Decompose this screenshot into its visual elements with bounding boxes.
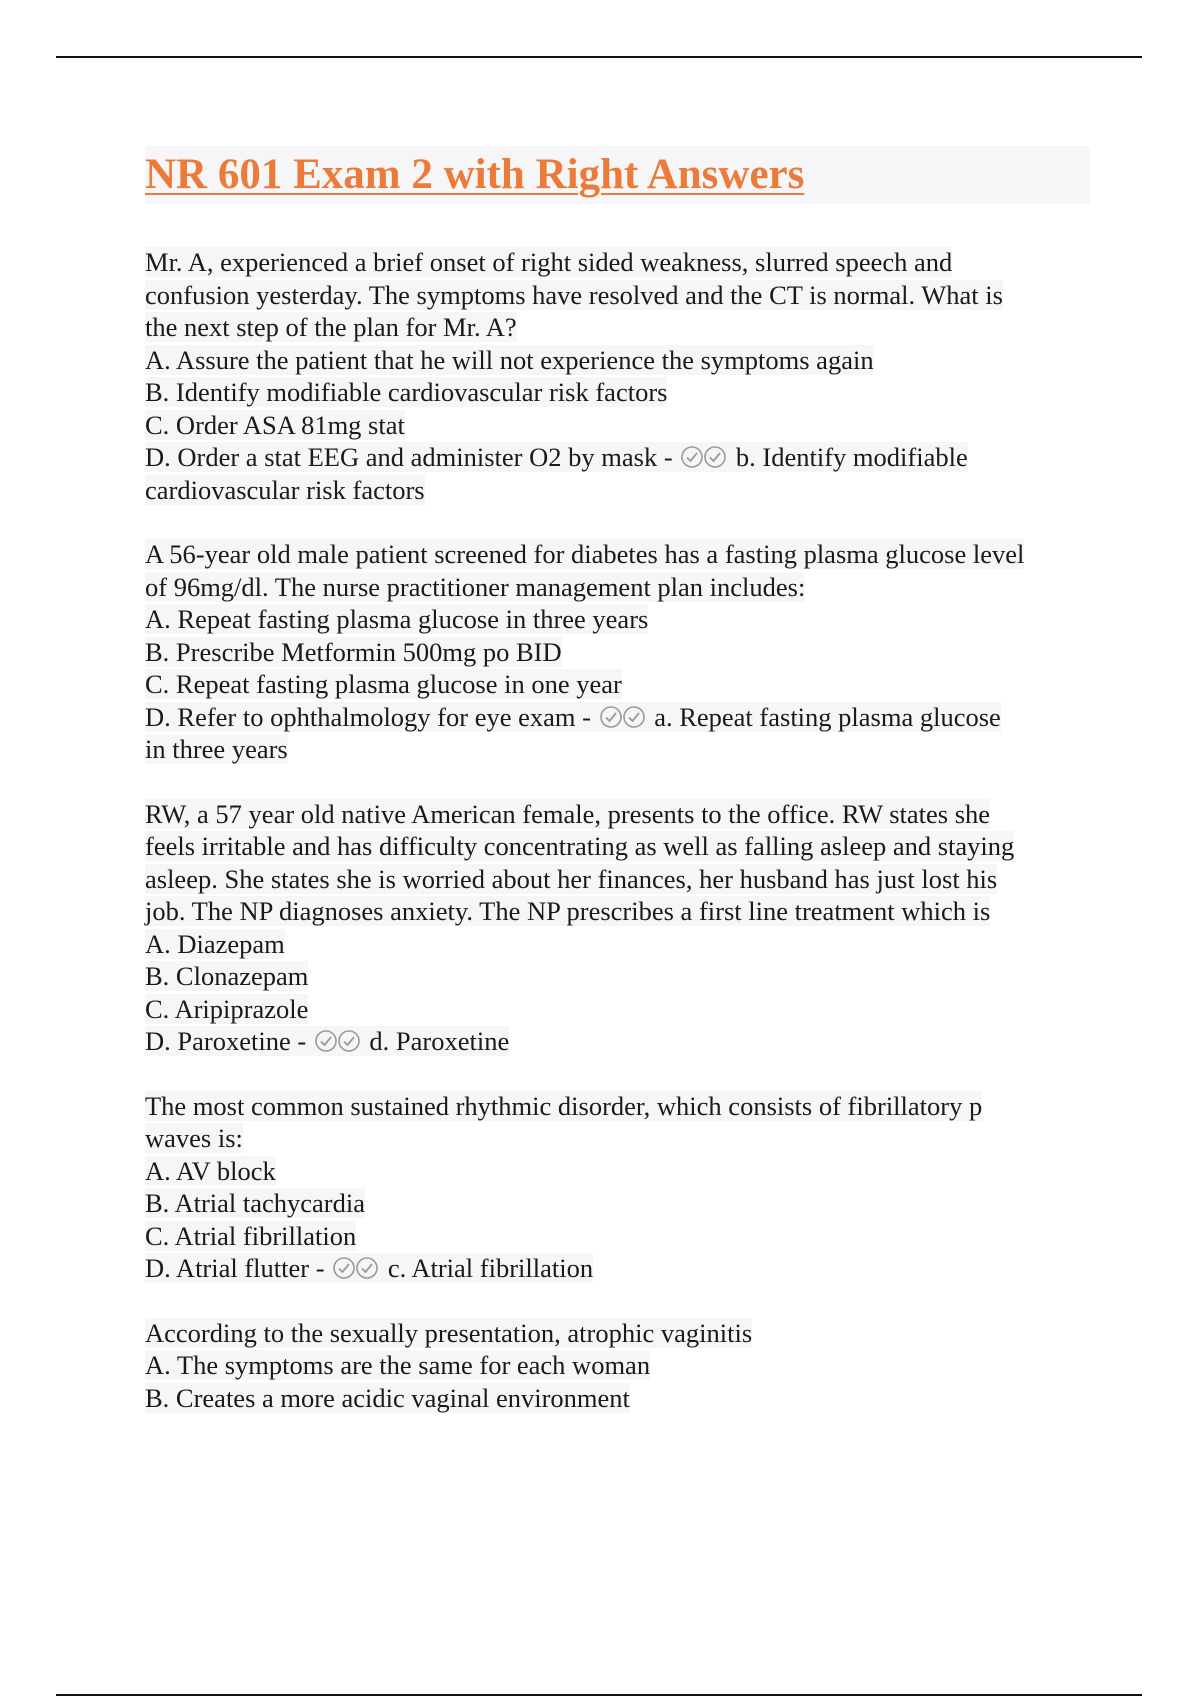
question-3-stem-line-2: feels irritable and has difficulty concentrating as well as falling asleep and staying bbox=[145, 831, 1015, 861]
question-1-answer: b. Identify modifiable bbox=[735, 442, 968, 472]
question-3-option-a: A. Diazepam bbox=[145, 928, 285, 959]
question-4-answer: c. Atrial fibrillation bbox=[387, 1253, 594, 1283]
question-1-stem-line-1: Mr. A, experienced a brief onset of right sided weakness, slurred speech and bbox=[145, 247, 953, 277]
question-4 bbox=[145, 1090, 1090, 1285]
double-check-circle-icon bbox=[333, 1256, 379, 1280]
question-2-option-d-answer bbox=[145, 701, 1090, 734]
question-3-stem-line-4: job. The NP diagnoses anxiety. The NP prescribes a first line treatment which is bbox=[145, 896, 991, 926]
question-3-stem-line-3: asleep. She states she is worried about her finances, her husband has just lost his bbox=[145, 863, 998, 894]
question-1-option-c: C. Order ASA 81mg stat bbox=[145, 409, 405, 440]
question-1-stem-line-2: confusion yesterday. The symptoms have resolved and the CT is normal. What is bbox=[145, 279, 1003, 310]
question-3-stem-line-1: RW, a 57 year old native American female, presents to the office. RW states she bbox=[145, 798, 991, 829]
question-2-stem-line-1: A 56-year old male patient screened for diabetes has a fasting plasma glucose level bbox=[145, 539, 1025, 569]
question-1-answer-continued: cardiovascular risk factors bbox=[145, 474, 425, 505]
title-band bbox=[145, 146, 1090, 204]
question-1 bbox=[145, 246, 1090, 506]
question-3-answer: d. Paroxetine bbox=[369, 1026, 510, 1056]
double-check-circle-icon bbox=[600, 705, 646, 729]
question-1-option-d: D. Order a stat EEG and administer O2 by mask - bbox=[145, 442, 673, 472]
question-4-option-d-answer bbox=[145, 1252, 1090, 1285]
question-3 bbox=[145, 798, 1090, 1058]
question-4-option-c: C. Atrial fibrillation bbox=[145, 1220, 357, 1251]
question-5 bbox=[145, 1317, 1090, 1415]
top-rule bbox=[56, 56, 1142, 58]
question-5-option-a: A. The symptoms are the same for each woman bbox=[145, 1350, 651, 1380]
question-3-option-c: C. Aripiprazole bbox=[145, 993, 309, 1024]
question-2-answer-continued: in three years bbox=[145, 734, 288, 764]
question-3-option-d: D. Paroxetine - bbox=[145, 1026, 307, 1056]
question-2-option-b: B. Prescribe Metformin 500mg po BID bbox=[145, 636, 562, 667]
question-1-stem-line-3: the next step of the plan for Mr. A? bbox=[145, 312, 517, 342]
question-5-option-b: B. Creates a more acidic vaginal environment bbox=[145, 1382, 630, 1413]
question-2-option-d: D. Refer to ophthalmology for eye exam - bbox=[145, 701, 591, 732]
double-check-circle-icon bbox=[681, 445, 727, 469]
question-1-option-a: A. Assure the patient that he will not experience the symptoms again bbox=[145, 344, 874, 375]
question-4-stem-line-2: waves is: bbox=[145, 1123, 243, 1153]
question-3-option-b: B. Clonazepam bbox=[145, 961, 309, 991]
document-body bbox=[145, 146, 1090, 1446]
question-4-option-d: D. Atrial flutter - bbox=[145, 1253, 325, 1283]
question-2-option-c: C. Repeat fasting plasma glucose in one year bbox=[145, 669, 622, 699]
question-2 bbox=[145, 538, 1090, 766]
double-check-circle-icon bbox=[315, 1029, 361, 1053]
question-3-option-d-answer bbox=[145, 1025, 1090, 1058]
question-1-option-b: B. Identify modifiable cardiovascular risk factors bbox=[145, 377, 668, 407]
question-5-stem-line-1: According to the sexually presentation, atrophic vaginitis bbox=[145, 1317, 753, 1348]
document-title: NR 601 Exam 2 with Right Answers bbox=[145, 151, 805, 198]
question-1-option-d-answer bbox=[145, 441, 1090, 474]
question-4-option-a: A. AV block bbox=[145, 1155, 276, 1186]
question-2-stem-line-2: of 96mg/dl. The nurse practitioner management plan includes: bbox=[145, 571, 806, 602]
question-4-stem-line-1: The most common sustained rhythmic disorder, which consists of fibrillatory p bbox=[145, 1090, 983, 1121]
question-4-option-b: B. Atrial tachycardia bbox=[145, 1188, 366, 1218]
bottom-rule bbox=[56, 1694, 1142, 1696]
question-2-option-a: A. Repeat fasting plasma glucose in three years bbox=[145, 604, 649, 634]
question-2-answer: a. Repeat fasting plasma glucose bbox=[654, 701, 1001, 732]
